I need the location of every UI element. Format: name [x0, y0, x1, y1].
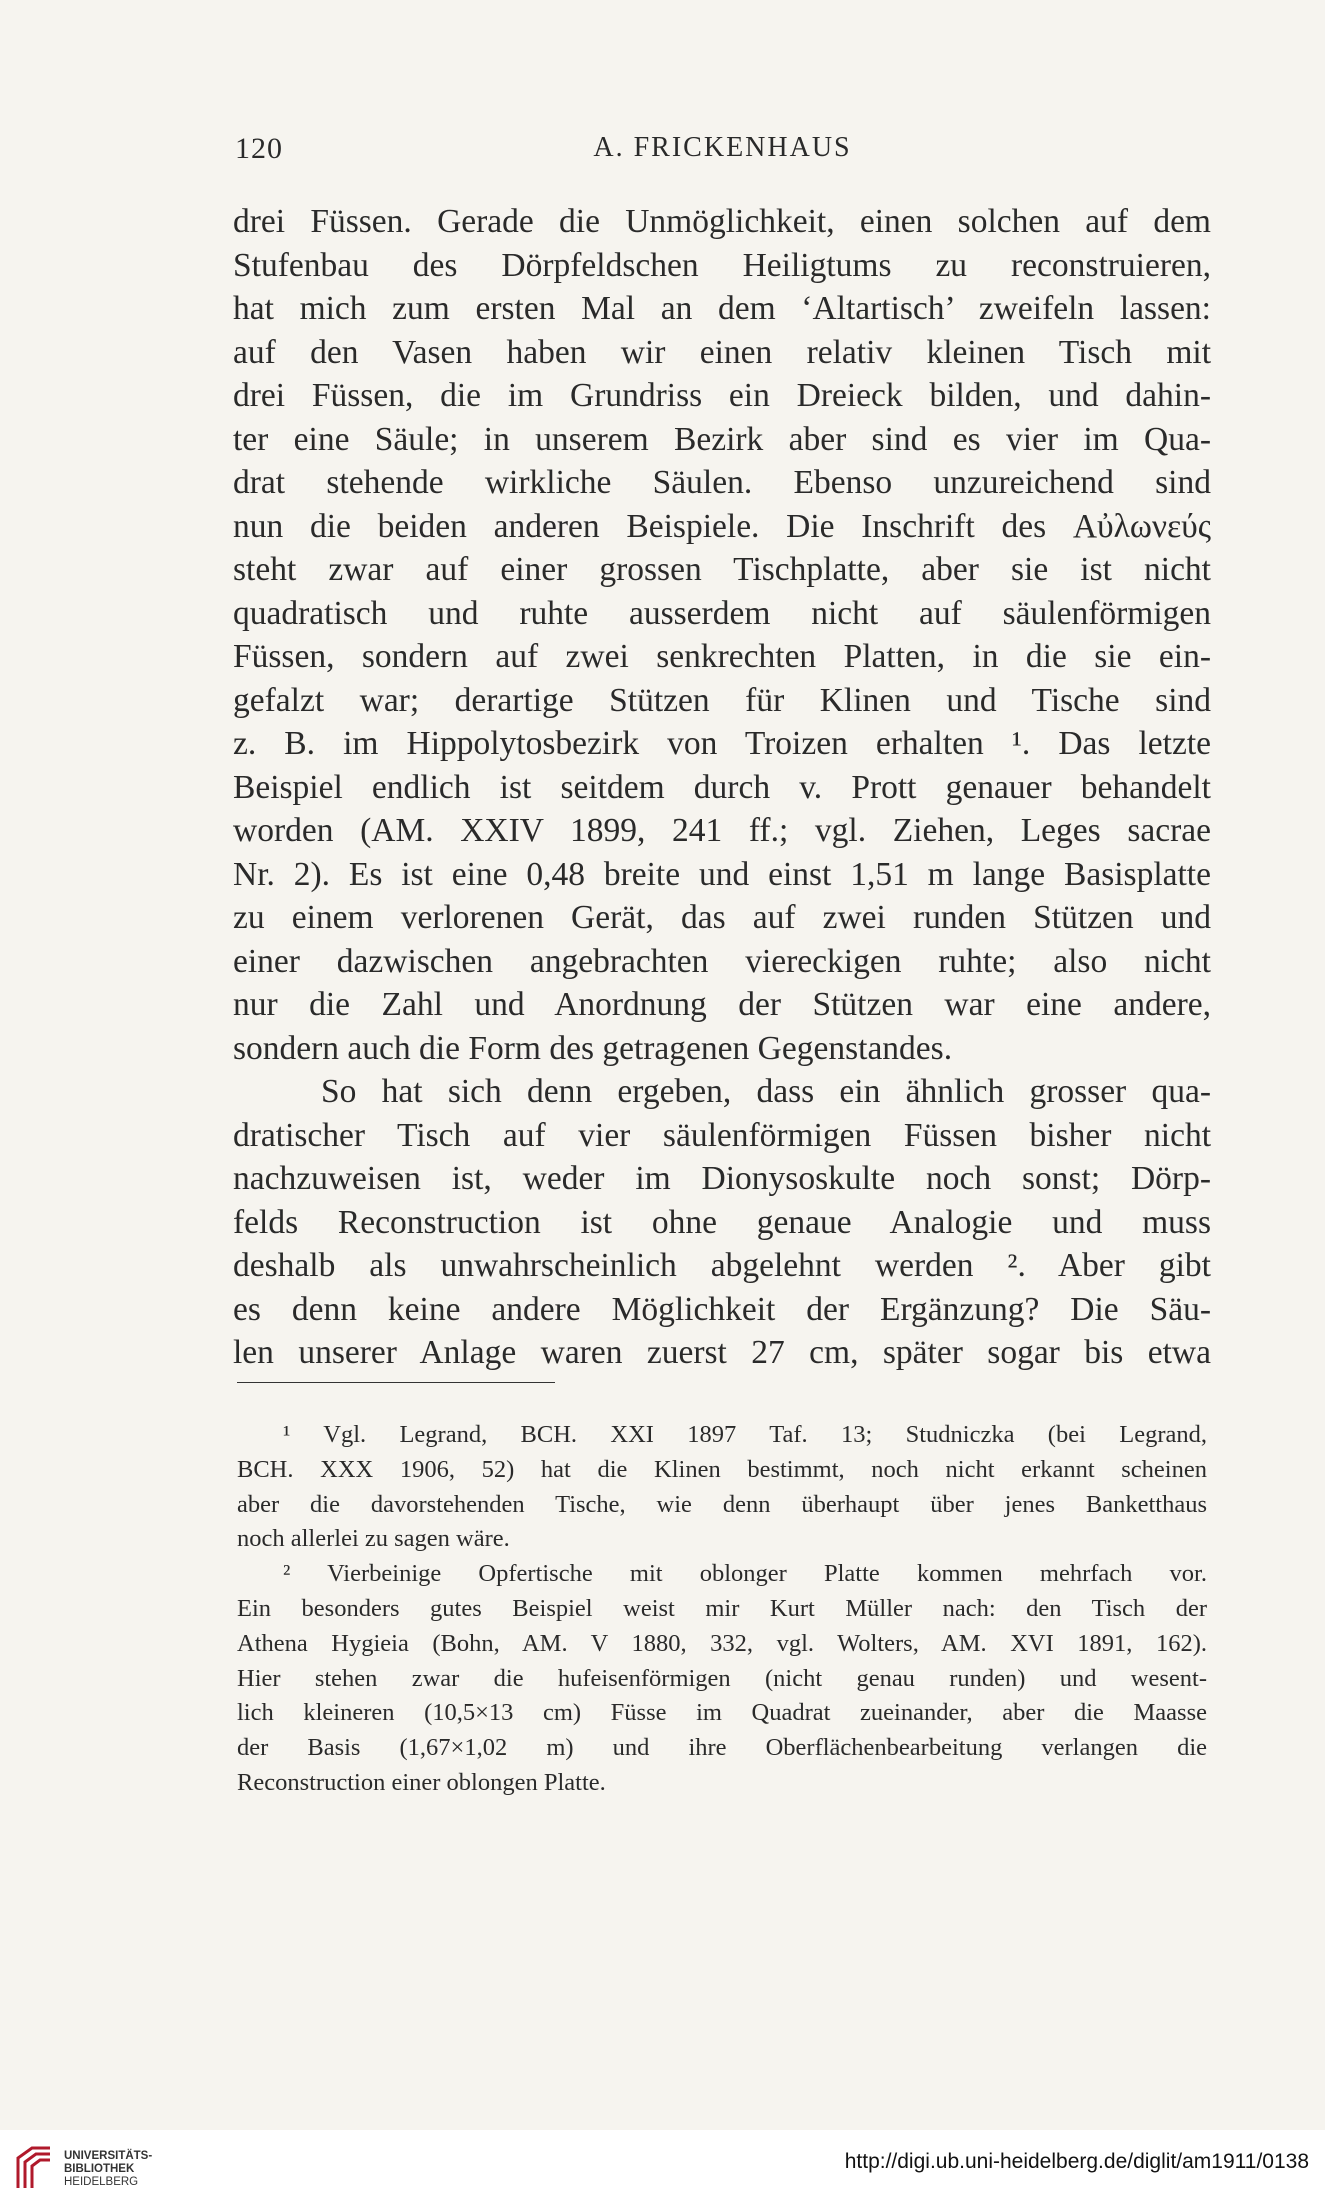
page-number: 120 — [235, 132, 283, 165]
footnote-line: Ein besonders gutes Beispiel weist mir Kurt Müller nach: den Tisch der — [237, 1594, 1207, 1622]
body-line: steht zwar auf einer grossen Tischplatte, aber sie ist nicht — [233, 551, 1211, 588]
footnote-line: der Basis (1,67×1,02 m) und ihre Oberflächenbearbeitung verlangen die — [237, 1734, 1207, 1762]
logo-line: BIBLIOTHEK — [64, 2163, 135, 2175]
footnote-line: BCH. XXX 1906, 52) hat die Klinen bestimmt, noch nicht erkannt scheinen — [237, 1455, 1207, 1483]
footnote-line: aber die davorstehenden Tische, wie denn überhaupt über jenes Banketthaus — [237, 1490, 1207, 1518]
body-line: es denn keine andere Möglichkeit der Ergänzung? Die Säu- — [233, 1290, 1211, 1328]
body-line: nachzuweisen ist, weder im Dionysoskulte noch sonst; Dörp- — [233, 1160, 1211, 1197]
footnotes — [237, 1418, 1207, 1801]
body-line: len unserer Anlage waren zuerst 27 cm, später sogar bis etwa — [233, 1334, 1211, 1371]
body-line: zu einem verlorenen Gerät, das auf zwei runden Stützen und — [233, 899, 1211, 936]
viewer-footer — [0, 2130, 1325, 2195]
body-line: worden (AM. XXIV 1899, 241 ff.; vgl. Ziehen, Leges sacrae — [233, 812, 1211, 849]
logo-line: HEIDELBERG — [64, 2176, 139, 2188]
footnote-line: Athena Hygieia (Bohn, AM. V 1880, 332, vgl. Wolters, AM. XVI 1891, 162). — [237, 1629, 1207, 1657]
body-line: einer dazwischen angebrachten viereckigen ruhte; also nicht — [233, 942, 1211, 980]
running-head-author: A. FRICKENHAUS — [593, 132, 852, 163]
body-line: felds Reconstruction ist ohne genaue Analogie und muss — [233, 1203, 1211, 1241]
body-line: Füssen, sondern auf zwei senkrechten Platten, in die sie ein- — [233, 638, 1211, 675]
footnote-line: Hier stehen zwar die hufeisenförmigen (nicht genau runden) und wesent- — [237, 1664, 1207, 1692]
body-line: sondern auch die Form des getragenen Gegenstandes. — [233, 1029, 953, 1067]
body-line: drat stehende wirkliche Säulen. Ebenso unzureichend sind — [233, 464, 1211, 501]
body-line: drei Füssen, die im Grundriss ein Dreieck bilden, und dahin- — [233, 377, 1211, 414]
body-line: nun die beiden anderen Beispiele. Die Inschrift des Αὐλωνεύς — [233, 507, 1211, 545]
body-line: Beispiel endlich ist seitdem durch v. Prott genauer behandelt — [233, 768, 1211, 806]
permalink-url[interactable]: http://digi.ub.uni-heidelberg.de/diglit/am1911/0138 — [844, 2150, 1309, 2173]
body-line: z. B. im Hippolytosbezirk von Troizen erhalten ¹. Das letzte — [233, 725, 1211, 762]
body-line: auf den Vasen haben wir einen relativ kleinen Tisch mit — [233, 333, 1211, 371]
footnote-line: ¹ Vgl. Legrand, BCH. XXI 1897 Taf. 13; Studniczka (bei Legrand, — [283, 1421, 1207, 1448]
footnote-line: Reconstruction einer oblongen Platte. — [237, 1768, 606, 1796]
running-head — [235, 132, 1210, 172]
body-line: dratischer Tisch auf vier säulenförmigen Füssen bisher nicht — [233, 1116, 1211, 1154]
footnote-line: lich kleineren (10,5×13 cm) Füsse im Quadrat zueinander, aber die Maasse — [237, 1699, 1207, 1727]
body-line: drei Füssen. Gerade die Unmöglichkeit, einen solchen auf dem — [233, 203, 1211, 240]
library-logo-icon — [12, 2144, 56, 2190]
body-line: quadratisch und ruhte ausserdem nicht auf säulenförmigen — [233, 594, 1211, 632]
body-line: hat mich zum ersten Mal an dem ‘Altartisch’ zweifeln lassen: — [233, 290, 1211, 327]
logo-line: UNIVERSITÄTS- — [64, 2150, 153, 2162]
body-line: deshalb als unwahrscheinlich abgelehnt werden ². Aber gibt — [233, 1247, 1211, 1284]
footnote-line: noch allerlei zu sagen wäre. — [237, 1525, 510, 1553]
footnote-rule — [237, 1382, 555, 1383]
body-line-indented: So hat sich denn ergeben, dass ein ähnlich grosser qua- — [321, 1073, 1211, 1110]
body-line: Nr. 2). Es ist eine 0,48 breite und einst 1,51 m lange Basisplatte — [233, 855, 1211, 893]
footnote-line: ² Vierbeinige Opfertische mit oblonger Platte kommen mehrfach vor. — [283, 1560, 1207, 1588]
library-logo-text — [64, 2150, 152, 2189]
body-line: Stufenbau des Dörpfeldschen Heiligtums zu reconstruieren, — [233, 246, 1211, 284]
body-text — [233, 200, 1211, 1375]
body-line: ter eine Säule; in unserem Bezirk aber sind es vier im Qua- — [233, 420, 1211, 458]
body-line: gefalzt war; derartige Stützen für Klinen und Tische sind — [233, 681, 1211, 719]
body-line: nur die Zahl und Anordnung der Stützen war eine andere, — [233, 986, 1211, 1023]
